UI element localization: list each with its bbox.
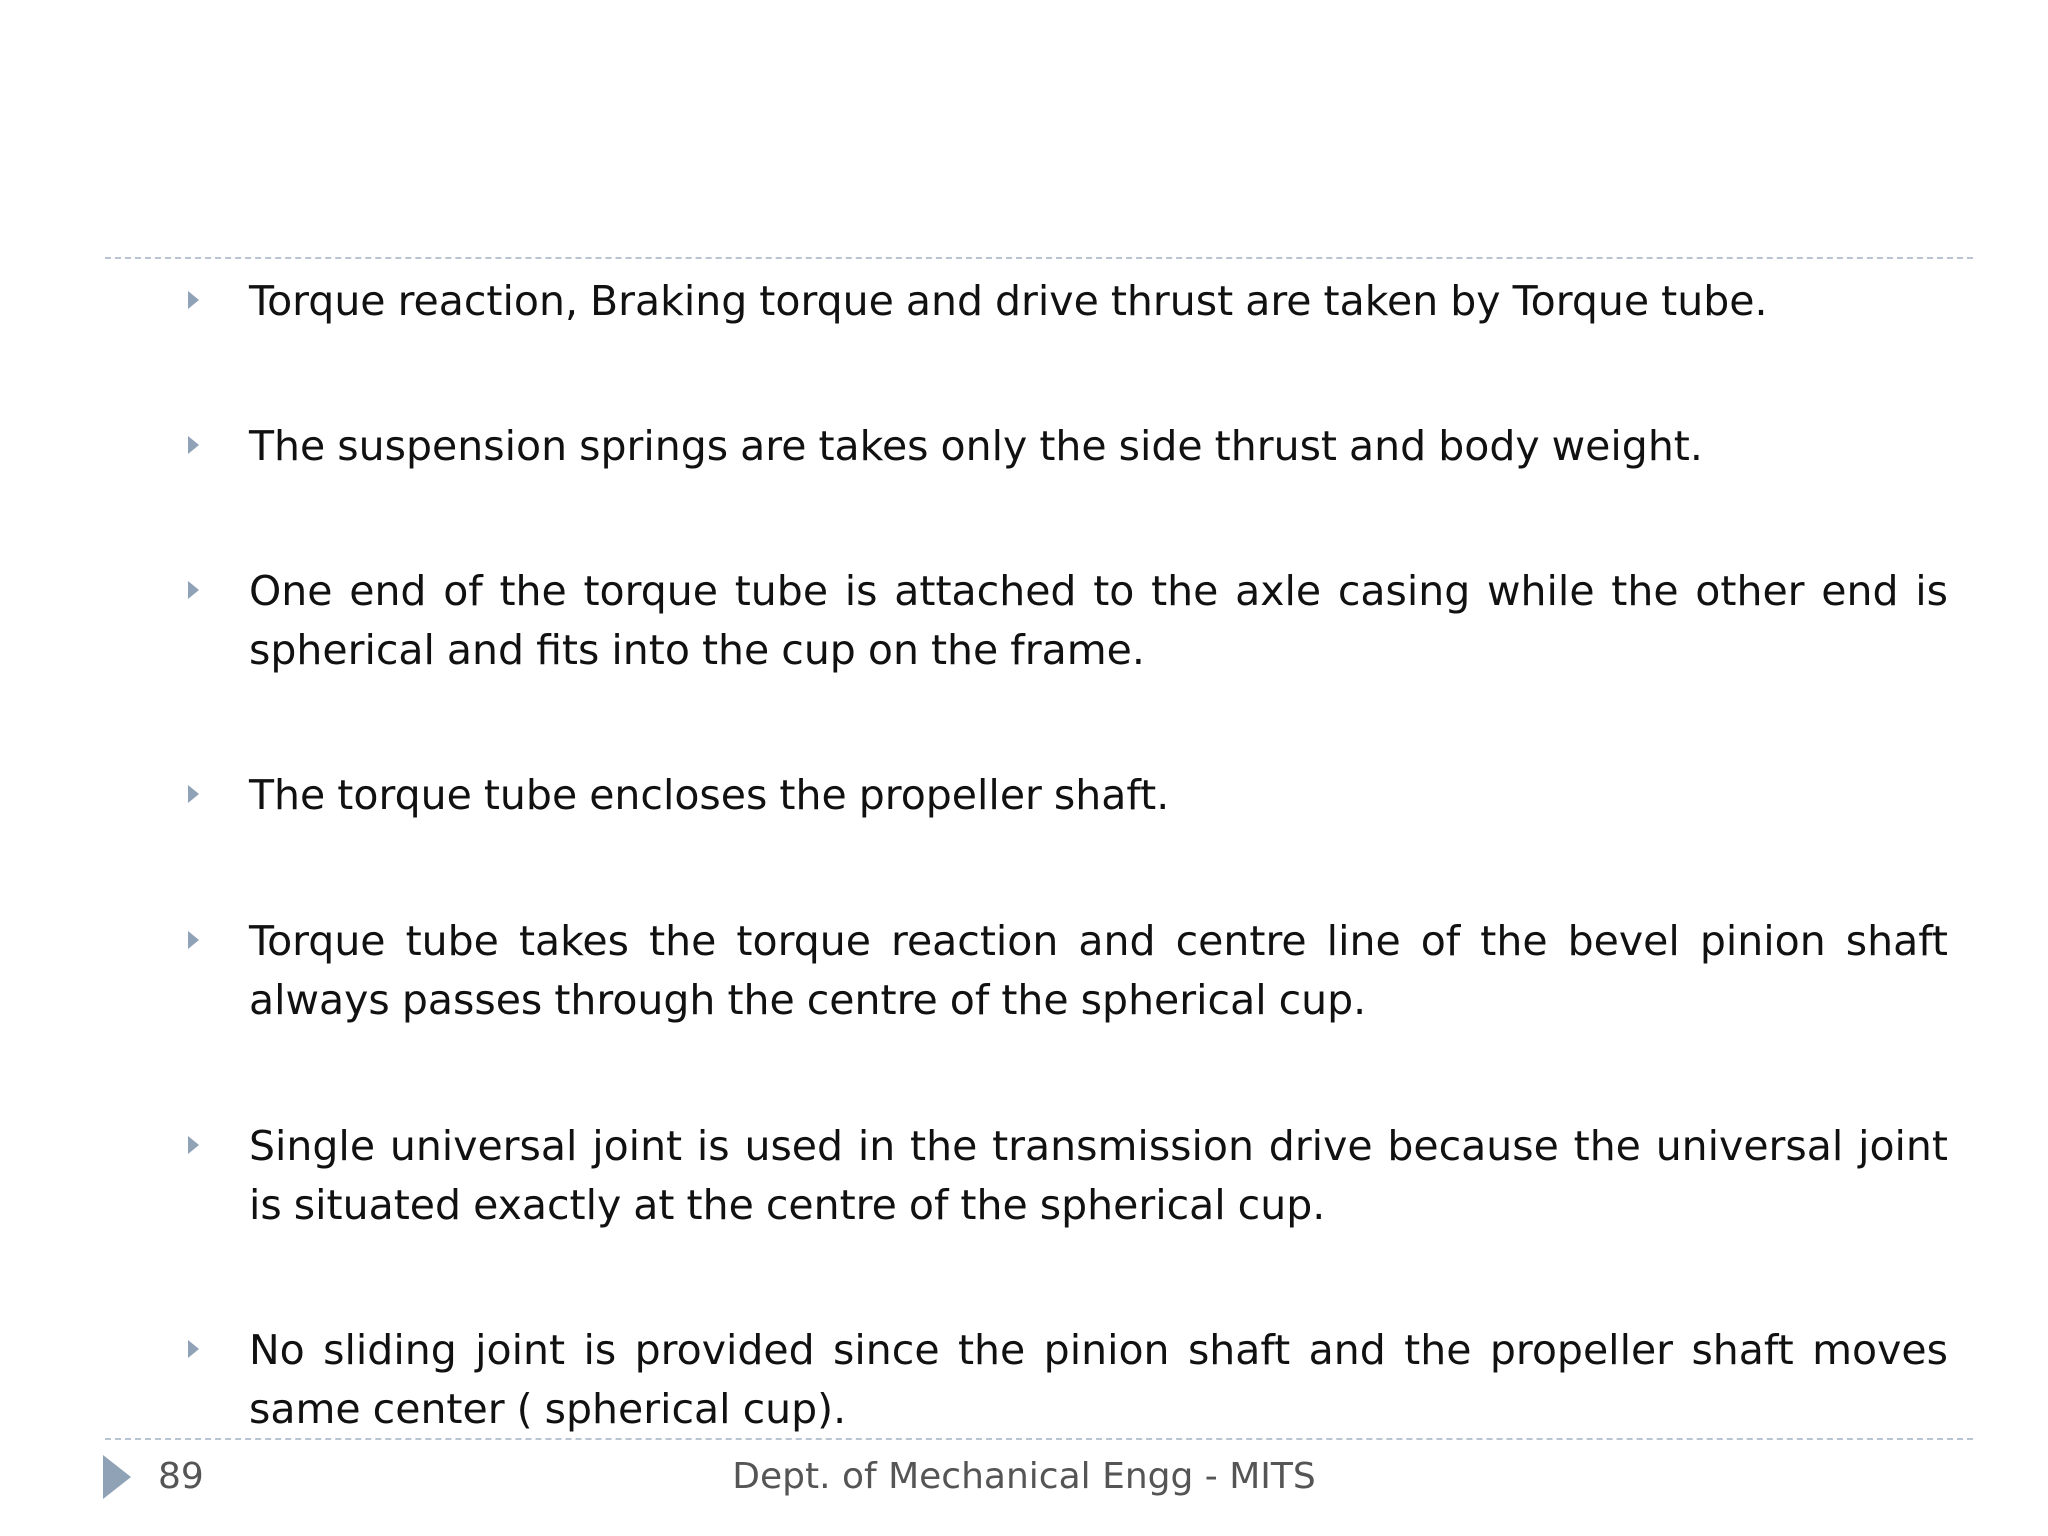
bullet-text: The suspension springs are takes only the side thrust and body weight. <box>249 422 1703 470</box>
bullet-text: One end of the torque tube is attached to the axle casing while the other end is spherical and fits into the cup on the frame. <box>249 567 1948 674</box>
triangle-right-icon <box>188 1340 199 1358</box>
triangle-right-icon <box>188 1136 199 1154</box>
page-number: 89 <box>158 1456 204 1497</box>
triangle-right-icon <box>188 785 199 803</box>
triangle-right-icon <box>188 291 199 309</box>
bottom-divider <box>105 1438 1973 1440</box>
footer-department: Dept. of Mechanical Engg - MITS <box>732 1456 1316 1497</box>
triangle-right-icon <box>103 1455 131 1499</box>
bullet-text: Torque tube takes the torque reaction and centre line of the bevel pinion shaft always passes through the centre of the spherical cup. <box>249 917 1948 1024</box>
bullet-text: The torque tube encloses the propeller shaft. <box>249 771 1170 819</box>
triangle-right-icon <box>188 436 199 454</box>
bullet-text: No sliding joint is provided since the pinion shaft and the propeller shaft moves same center ( spherical cup). <box>249 1326 1948 1433</box>
triangle-right-icon <box>188 931 199 949</box>
triangle-right-icon <box>188 581 199 599</box>
bullet-text: Torque reaction, Braking torque and drive thrust are taken by Torque tube. <box>249 277 1768 325</box>
bullet-text: Single universal joint is used in the transmission drive because the universal joint is situated exactly at the centre of the spherical cup. <box>249 1122 1948 1229</box>
